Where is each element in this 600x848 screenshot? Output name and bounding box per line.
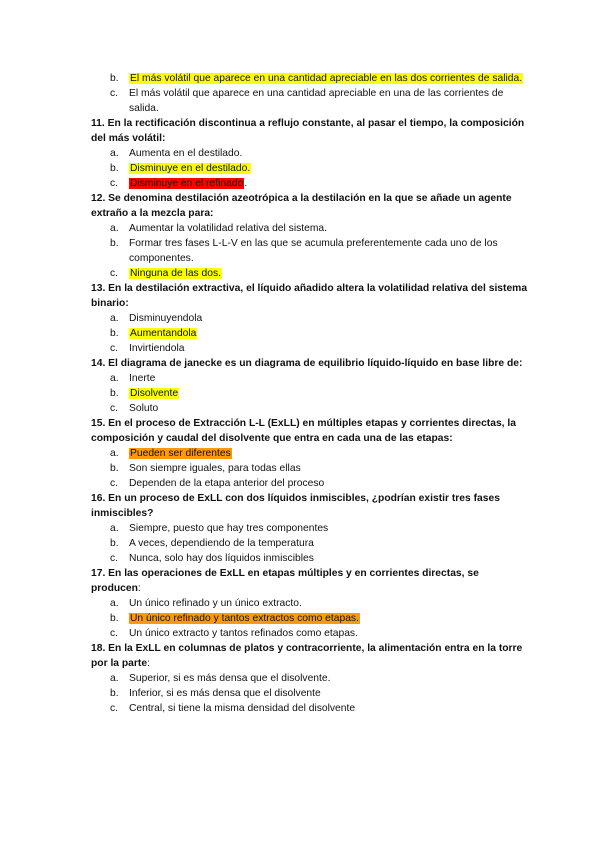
option-text-wrap [129, 611, 531, 626]
option-letter: b. [110, 73, 119, 84]
question-stem-suffix: : [147, 658, 150, 669]
answer-option [91, 701, 531, 716]
option-letter: a. [110, 523, 119, 534]
option-letter: b. [110, 538, 119, 549]
question-stem: 13. En la destilación extractiva, el líquido añadido altera la volatilidad relativa del sistema binario: [91, 283, 528, 309]
question-text [91, 191, 531, 221]
option-text-wrap [129, 701, 531, 716]
option-letter: a. [110, 373, 119, 384]
option-text-wrap [129, 401, 531, 416]
answer-option [91, 686, 531, 701]
answer-option [91, 341, 531, 356]
option-text-wrap [129, 311, 531, 326]
option-text: Aumenta en el destilado. [129, 148, 243, 159]
option-text-wrap [129, 266, 531, 281]
option-letter: c. [110, 178, 119, 189]
answer-option [91, 326, 531, 341]
answer-option [91, 221, 531, 236]
option-letter: a. [110, 148, 119, 159]
option-text-wrap [129, 521, 531, 536]
option-letter: b. [110, 613, 119, 624]
highlighted-answer: Pueden ser diferentes [130, 448, 231, 459]
answer-option [91, 386, 531, 401]
question-text [91, 641, 531, 671]
option-letter: b. [110, 388, 119, 399]
option-text-wrap [129, 371, 531, 386]
option-text: Inerte [129, 373, 156, 384]
option-letter: a. [110, 598, 119, 609]
option-text: Un único refinado y un único extracto. [129, 598, 302, 609]
option-letter: c. [110, 88, 119, 99]
question-text [91, 416, 531, 446]
option-letter: c. [110, 703, 119, 714]
option-letter: b. [110, 463, 119, 474]
option-letter: b. [110, 163, 119, 174]
highlighted-answer: Aumentandola [130, 328, 197, 339]
option-text-wrap [129, 446, 531, 461]
option-letter: b. [110, 328, 119, 339]
option-text: Siempre, puesto que hay tres componentes [129, 523, 329, 534]
option-text: Nunca, solo hay dos líquidos inmiscibles [129, 553, 314, 564]
highlighted-answer: El más volátil que aparece en una cantidad apreciable en las dos corrientes de salida. [130, 73, 523, 84]
option-letter: c. [110, 478, 119, 489]
answer-option [91, 161, 531, 176]
option-text-suffix: . [244, 178, 248, 189]
question-list [91, 71, 531, 716]
answer-option [91, 461, 531, 476]
option-text-wrap [129, 476, 531, 491]
option-text: Superior, si es más densa que el disolvente. [129, 673, 331, 684]
answer-option [91, 611, 531, 626]
option-text-wrap [129, 86, 531, 116]
option-letter: c. [110, 628, 119, 639]
question-stem: 15. En el proceso de Extracción L-L (ExLL) en múltiples etapas y corrientes directas, la composición y caudal del disolvente que entra en cada una de las etapas: [91, 418, 516, 444]
option-text: Dependen de la etapa anterior del proceso [129, 478, 325, 489]
option-text: Formar tres fases L-L-V en las que se acumula preferentemente cada uno de los componentes. [129, 238, 498, 264]
question-stem: 18. En la ExLL en columnas de platos y contracorriente, la alimentación entra en la torre por la parte [91, 643, 523, 669]
question-stem-suffix: : [137, 583, 141, 594]
question-stem: 12. Se denomina destilación azeotrópica a la destilación en la que se añade un agente extraño a la mezcla para: [91, 193, 512, 219]
option-text-wrap [129, 161, 531, 176]
question-text [91, 491, 531, 521]
option-text: Soluto [129, 403, 159, 414]
highlighted-answer: Disolvente [130, 388, 179, 399]
question-stem: 11. En la rectificación discontinua a reflujo constante, al pasar el tiempo, la composición del más volátil: [91, 118, 525, 144]
option-text-wrap [129, 671, 531, 686]
question-text [91, 566, 531, 596]
option-letter: c. [110, 268, 119, 279]
option-letter: a. [110, 223, 119, 234]
option-text-wrap [129, 551, 531, 566]
option-letter: a. [110, 673, 119, 684]
highlighted-answer: Disminuye en el destilado. [130, 163, 251, 174]
answer-option [91, 521, 531, 536]
question-stem: 17. En las operaciones de ExLL en etapas múltiples y en corrientes directas, se producen [91, 568, 479, 594]
option-letter: b. [110, 688, 119, 699]
answer-option [91, 476, 531, 491]
option-text: Central, si tiene la misma densidad del disolvente [129, 703, 356, 714]
answer-option [91, 446, 531, 461]
option-text-wrap [129, 71, 531, 86]
answer-option [91, 71, 531, 86]
option-text: Un único extracto y tantos refinados como etapas. [129, 628, 358, 639]
question-stem: 16. En un proceso de ExLL con dos líquidos inmiscibles, ¿podrían existir tres fases inmiscibles? [91, 493, 500, 519]
answer-option [91, 236, 531, 266]
option-letter: c. [110, 343, 119, 354]
answer-option [91, 146, 531, 161]
question-stem: 14. El diagrama de janecke es un diagrama de equilibrio líquido-líquido en base libre de: [91, 358, 523, 369]
option-text: El más volátil que aparece en una cantidad apreciable en una de las corrientes de salida. [129, 88, 504, 114]
question-text [91, 116, 531, 146]
answer-option [91, 671, 531, 686]
option-text-wrap [129, 461, 531, 476]
option-letter: a. [110, 448, 119, 459]
answer-option [91, 536, 531, 551]
option-text: A veces, dependiendo de la temperatura [129, 538, 314, 549]
option-text-wrap [129, 236, 531, 266]
question-text [91, 281, 531, 311]
answer-option [91, 401, 531, 416]
option-text-wrap [129, 176, 531, 191]
option-letter: c. [110, 403, 119, 414]
option-text-wrap [129, 146, 531, 161]
answer-option [91, 311, 531, 326]
answer-option [91, 86, 531, 116]
option-text-wrap [129, 536, 531, 551]
answer-option [91, 371, 531, 386]
option-text-wrap [129, 341, 531, 356]
highlighted-answer: Disminuye en el refinado [130, 178, 244, 189]
option-text-wrap [129, 686, 531, 701]
option-text: Son siempre iguales, para todas ellas [129, 463, 301, 474]
option-letter: a. [110, 313, 119, 324]
option-text-wrap [129, 626, 531, 641]
option-text-wrap [129, 221, 531, 236]
answer-option [91, 266, 531, 281]
option-text: Inferior, si es más densa que el disolvente [129, 688, 321, 699]
question-text [91, 356, 531, 371]
answer-option [91, 596, 531, 611]
option-text: Aumentar la volatilidad relativa del sistema. [129, 223, 328, 234]
answer-option [91, 626, 531, 641]
answer-option [91, 176, 531, 191]
option-text: Invirtiendola [129, 343, 185, 354]
option-letter: c. [110, 553, 119, 564]
highlighted-answer: Ninguna de las dos. [130, 268, 222, 279]
option-text-wrap [129, 596, 531, 611]
option-letter: b. [110, 238, 119, 249]
answer-option [91, 551, 531, 566]
option-text-wrap [129, 386, 531, 401]
highlighted-answer: Un único refinado y tantos extractos como etapas. [130, 613, 359, 624]
option-text-wrap [129, 326, 531, 341]
option-text: Disminuyendola [129, 313, 203, 324]
